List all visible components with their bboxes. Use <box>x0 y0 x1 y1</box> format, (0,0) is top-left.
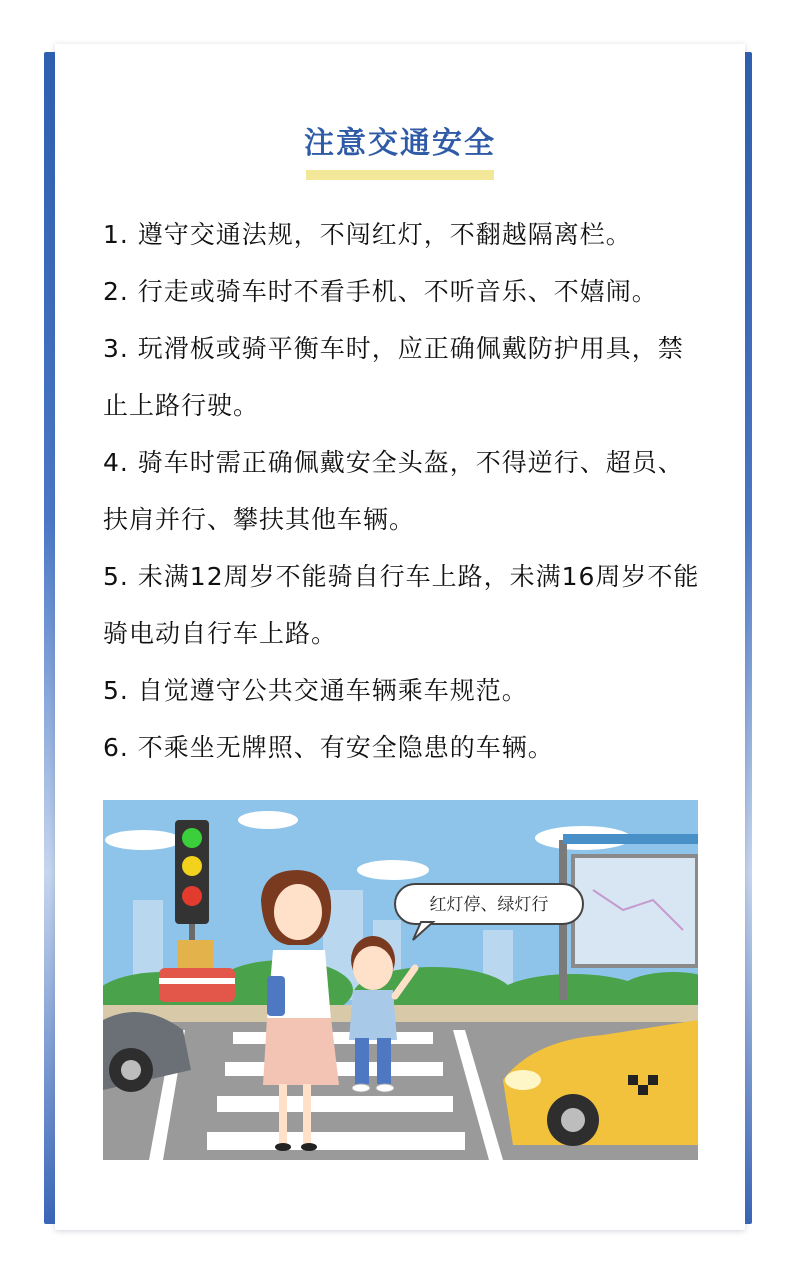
rule-item: 1. 遵守交通法规，不闯红灯，不翻越隔离栏。 <box>103 220 632 249</box>
crosswalk-illustration <box>103 800 698 1160</box>
rule-item: 3. 玩滑板或骑平衡车时，应正确佩戴防护用具，禁止上路行驶。 <box>103 334 684 420</box>
sidewalk <box>103 1005 698 1023</box>
speech-bubble-text: 红灯停、绿灯行 <box>429 895 549 915</box>
rule-item: 4. 骑车时需正确佩戴安全头盔，不得逆行、超员、扶肩并行、攀扶其他车辆。 <box>103 448 684 534</box>
rule-item: 5. 未满12周岁不能骑自行车上路，未满16周岁不能骑电动自行车上路。 <box>103 562 700 648</box>
title-underline <box>306 170 494 180</box>
rule-item: 6. 不乘坐无牌照、有安全隐患的车辆。 <box>103 733 554 762</box>
page-title: 注意交通安全 <box>304 126 496 161</box>
rule-item: 5. 自觉遵守公共交通车辆乘车规范。 <box>103 676 528 705</box>
rule-item: 2. 行走或骑车时不看手机、不听音乐、不嬉闹。 <box>103 277 658 306</box>
safety-rules-list <box>103 206 703 776</box>
